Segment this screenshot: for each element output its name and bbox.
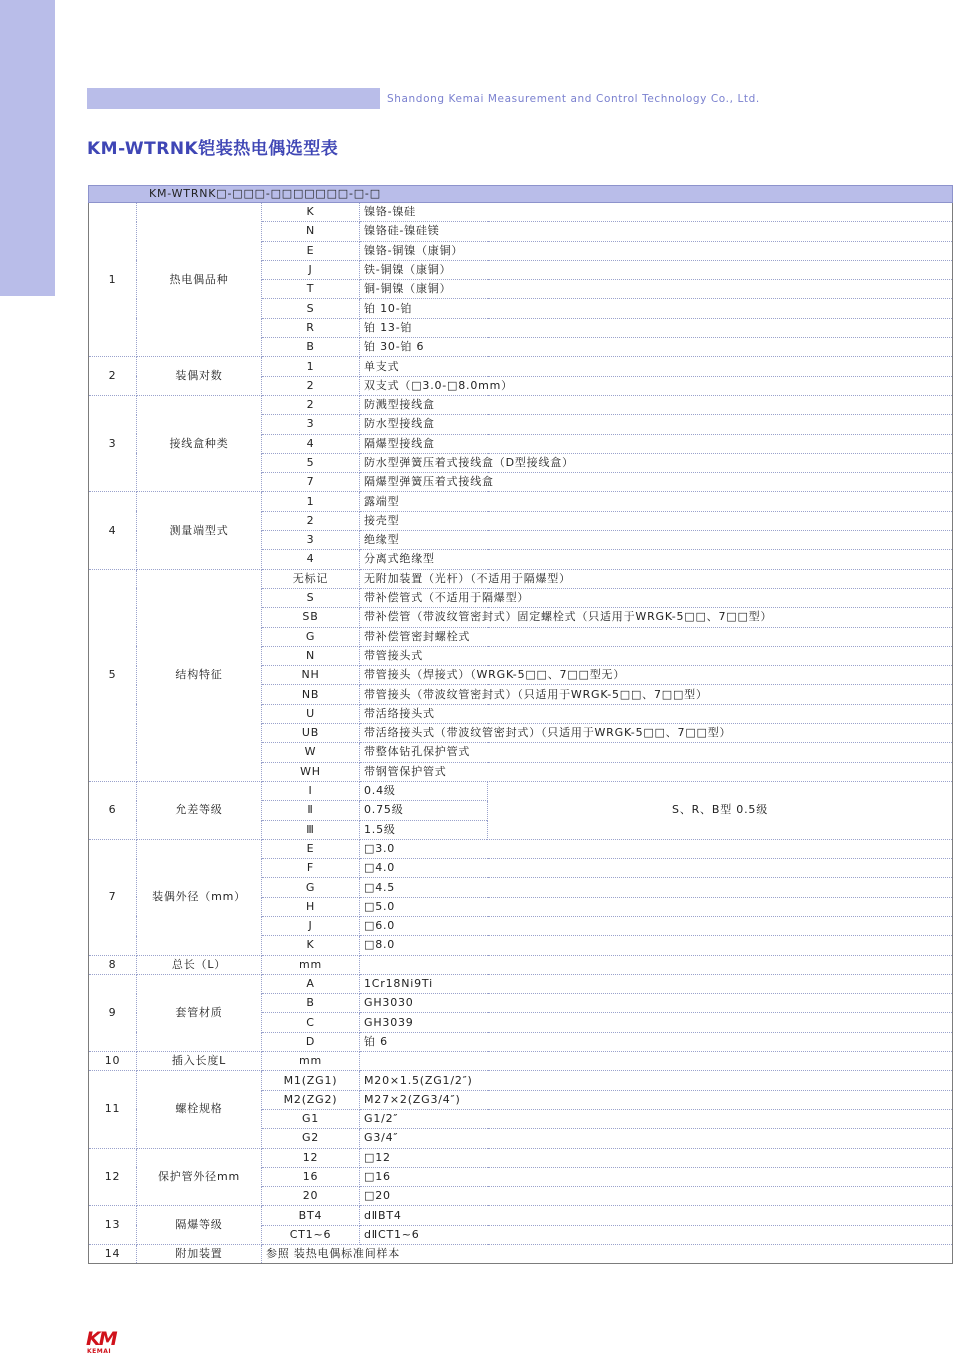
option-description: 防溅型接线盒 <box>360 395 953 414</box>
section-name: 结构特征 <box>137 569 262 781</box>
option-code: W <box>262 743 360 762</box>
option-description: 带管接头式 <box>360 646 953 665</box>
option-code: K <box>262 203 360 222</box>
option-description: □20 <box>360 1187 953 1206</box>
option-code: 2 <box>262 376 360 395</box>
section-name: 接线盒种类 <box>137 395 262 491</box>
option-code: K <box>262 936 360 955</box>
option-code: 1 <box>262 492 360 511</box>
option-description: □4.0 <box>360 859 953 878</box>
option-description: 带补偿管（带波纹管密封式）固定螺栓式（只适用于WRGK-5□□、7□□型） <box>360 608 953 627</box>
option-description: 隔爆型弹簧压着式接线盒 <box>360 473 953 492</box>
option-code: 7 <box>262 473 360 492</box>
section-name: 隔爆等级 <box>137 1206 262 1245</box>
section-name: 装偶对数 <box>137 357 262 396</box>
section-index: 11 <box>89 1071 137 1148</box>
option-code: UB <box>262 724 360 743</box>
option-description: 无附加装置（光杆）（不适用于隔爆型） <box>360 569 953 588</box>
option-description: 带钢管保护管式 <box>360 762 953 781</box>
section-index: 13 <box>89 1206 137 1245</box>
option-code: N <box>262 646 360 665</box>
option-code: Ⅲ <box>262 820 360 839</box>
section-index: 5 <box>89 569 137 781</box>
section-name: 装偶外径（mm） <box>137 839 262 955</box>
option-code: NH <box>262 666 360 685</box>
option-code: N <box>262 222 360 241</box>
option-description: dⅡBT4 <box>360 1206 953 1225</box>
section-index: 8 <box>89 955 137 974</box>
option-description: G1/2″ <box>360 1109 953 1128</box>
option-code: E <box>262 839 360 858</box>
section-name: 螺栓规格 <box>137 1071 262 1148</box>
option-code: S <box>262 588 360 607</box>
option-code: M1(ZG1) <box>262 1071 360 1090</box>
option-description: 接壳型 <box>360 511 953 530</box>
option-description <box>360 955 953 974</box>
table-row <box>89 569 953 588</box>
option-code: 2 <box>262 395 360 414</box>
option-description: 铂 13-铂 <box>360 318 953 337</box>
option-description: 带活络接头式 <box>360 704 953 723</box>
option-code: CT1~6 <box>262 1225 360 1244</box>
option-description: □16 <box>360 1167 953 1186</box>
option-description <box>360 1052 953 1071</box>
section-name: 插入长度L <box>137 1052 262 1071</box>
option-description: 露端型 <box>360 492 953 511</box>
option-description: 绝缘型 <box>360 531 953 550</box>
option-code: 5 <box>262 453 360 472</box>
option-code: 4 <box>262 550 360 569</box>
option-description: 1Cr18Ni9Ti <box>360 974 953 993</box>
option-code: 3 <box>262 531 360 550</box>
option-description: 参照 装热电偶标准间样本 <box>262 1245 953 1264</box>
section-name: 保护管外径mm <box>137 1148 262 1206</box>
option-description: 铜-铜镍（康铜） <box>360 280 953 299</box>
selection-table <box>88 185 953 1264</box>
header-band <box>87 88 380 109</box>
option-description: GH3030 <box>360 994 953 1013</box>
option-description: 铂 10-铂 <box>360 299 953 318</box>
option-code: B <box>262 338 360 357</box>
option-description: dⅡCT1~6 <box>360 1225 953 1244</box>
option-code: SB <box>262 608 360 627</box>
section-index: 12 <box>89 1148 137 1206</box>
option-code: E <box>262 241 360 260</box>
section-name: 测量端型式 <box>137 492 262 569</box>
option-description: 防水型接线盒 <box>360 415 953 434</box>
table-row <box>89 955 953 974</box>
option-description: □8.0 <box>360 936 953 955</box>
option-description: 带补偿管式（不适用于隔爆型） <box>360 588 953 607</box>
option-description: 1.5级 <box>360 820 488 839</box>
section-index: 14 <box>89 1245 137 1264</box>
option-description: 镍铬-镍硅 <box>360 203 953 222</box>
option-description: 铂 6 <box>360 1032 953 1051</box>
option-description: M27×2(ZG3/4″) <box>360 1090 953 1109</box>
section-index: 10 <box>89 1052 137 1071</box>
table-row <box>89 1071 953 1090</box>
option-code: mm <box>262 955 360 974</box>
section-index: 3 <box>89 395 137 491</box>
company-name: Shandong Kemai Measurement and Control Technology Co., Ltd. <box>387 93 760 105</box>
option-description: G3/4″ <box>360 1129 953 1148</box>
option-description: 0.4级 <box>360 781 488 800</box>
option-description: 分离式绝缘型 <box>360 550 953 569</box>
table-row <box>89 492 953 511</box>
option-code: A <box>262 974 360 993</box>
option-description: 带整体钻孔保护管式 <box>360 743 953 762</box>
option-description: □3.0 <box>360 839 953 858</box>
table-row <box>89 1052 953 1071</box>
option-code: Ⅱ <box>262 801 360 820</box>
option-code: G <box>262 878 360 897</box>
option-code: S <box>262 299 360 318</box>
page-title: KM-WTRNK铠装热电偶选型表 <box>87 139 339 159</box>
option-description: 单支式 <box>360 357 953 376</box>
option-description: 镍铬-铜镍（康铜） <box>360 241 953 260</box>
section-name: 附加装置 <box>137 1245 262 1264</box>
logo-text: KEMAI <box>87 1348 112 1355</box>
option-description: 铂 30-铂 6 <box>360 338 953 357</box>
option-code: BT4 <box>262 1206 360 1225</box>
logo-mark: KM <box>86 1328 116 1350</box>
section-name: 允差等级 <box>137 781 262 839</box>
option-code: D <box>262 1032 360 1051</box>
option-description: 防水型弹簧压着式接线盒（D型接线盒） <box>360 453 953 472</box>
option-code: Ⅰ <box>262 781 360 800</box>
model-code-row <box>89 186 953 203</box>
company-logo <box>86 1328 132 1355</box>
option-code: G2 <box>262 1129 360 1148</box>
option-description: 带补偿管密封螺栓式 <box>360 627 953 646</box>
option-code: J <box>262 260 360 279</box>
option-description: 镍铬硅-镍硅镁 <box>360 222 953 241</box>
table-row <box>89 974 953 993</box>
option-code: 12 <box>262 1148 360 1167</box>
option-code: 20 <box>262 1187 360 1206</box>
section-index: 7 <box>89 839 137 955</box>
option-description: 双支式（□3.0-□8.0mm） <box>360 376 953 395</box>
side-accent-bar <box>0 0 55 296</box>
model-code: KM-WTRNK□-□□□-□□□□□□□-□-□ <box>89 186 953 203</box>
table-row <box>89 395 953 414</box>
option-code: 4 <box>262 434 360 453</box>
option-code: mm <box>262 1052 360 1071</box>
option-description: □12 <box>360 1148 953 1167</box>
option-description: 0.75级 <box>360 801 488 820</box>
option-code: B <box>262 994 360 1013</box>
section-index: 6 <box>89 781 137 839</box>
section-index: 4 <box>89 492 137 569</box>
table-row <box>89 1148 953 1167</box>
option-description: □5.0 <box>360 897 953 916</box>
table-row <box>89 203 953 222</box>
option-code: J <box>262 916 360 935</box>
option-code: R <box>262 318 360 337</box>
option-description: 隔爆型接线盒 <box>360 434 953 453</box>
option-code: G1 <box>262 1109 360 1128</box>
option-code: 3 <box>262 415 360 434</box>
table-row <box>89 1206 953 1225</box>
section-name: 套管材质 <box>137 974 262 1051</box>
table-row <box>89 781 953 800</box>
option-description: 带活络接头式（带波纹管密封式）（只适用于WRGK-5□□、7□□型） <box>360 724 953 743</box>
option-description: 带管接头（带波纹管密封式）（只适用于WRGK-5□□、7□□型） <box>360 685 953 704</box>
option-description: □4.5 <box>360 878 953 897</box>
option-description: 铁-铜镍（康铜） <box>360 260 953 279</box>
option-code: 1 <box>262 357 360 376</box>
table-row <box>89 1245 953 1264</box>
section-note: S、R、B型 0.5级 <box>488 781 953 839</box>
option-code: 16 <box>262 1167 360 1186</box>
option-code: WH <box>262 762 360 781</box>
option-description: □6.0 <box>360 916 953 935</box>
section-index: 1 <box>89 203 137 357</box>
section-index: 2 <box>89 357 137 396</box>
option-code: 无标记 <box>262 569 360 588</box>
section-index: 9 <box>89 974 137 1051</box>
option-code: NB <box>262 685 360 704</box>
option-description: GH3039 <box>360 1013 953 1032</box>
option-description: 带管接头（焊接式）（WRGK-5□□、7□□型无） <box>360 666 953 685</box>
section-name: 总长（L） <box>137 955 262 974</box>
option-code: T <box>262 280 360 299</box>
table-row <box>89 357 953 376</box>
option-code: G <box>262 627 360 646</box>
section-name: 热电偶品种 <box>137 203 262 357</box>
option-description: M20×1.5(ZG1/2″) <box>360 1071 953 1090</box>
option-code: C <box>262 1013 360 1032</box>
option-code: H <box>262 897 360 916</box>
option-code: F <box>262 859 360 878</box>
option-code: 2 <box>262 511 360 530</box>
option-code: U <box>262 704 360 723</box>
table-row <box>89 839 953 858</box>
option-code: M2(ZG2) <box>262 1090 360 1109</box>
